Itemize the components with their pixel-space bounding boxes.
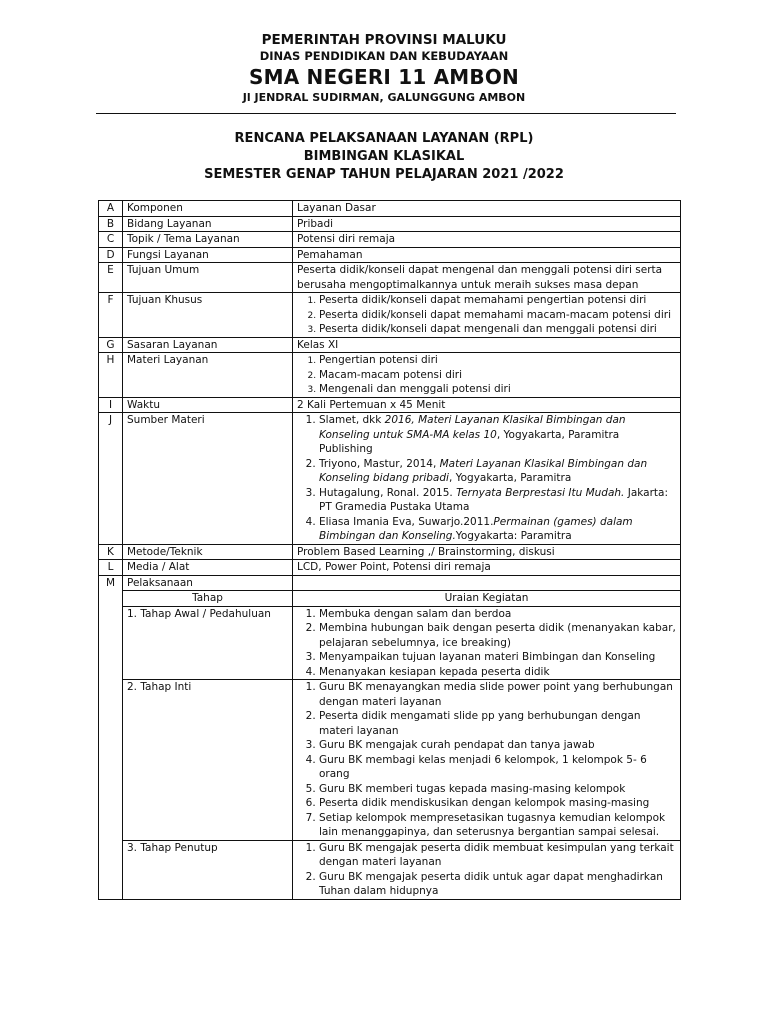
row-label: Topik / Tema Layanan xyxy=(123,232,293,248)
row-label: Bidang Layanan xyxy=(123,216,293,232)
material-list xyxy=(297,353,676,397)
list-item: 1. Membuka dengan salam dan berdoa xyxy=(319,607,676,622)
school-name: SMA NEGERI 11 AMBON xyxy=(249,65,519,89)
table-row xyxy=(99,575,681,591)
col-header-uraian: Uraian Kegiatan xyxy=(293,591,681,607)
table-row xyxy=(99,263,681,293)
row-value xyxy=(293,353,681,398)
list-item: 1. Peserta didik/konseli dapat memahami pengertian potensi diri xyxy=(319,293,676,308)
row-key: M xyxy=(99,575,123,899)
row-key: G xyxy=(99,337,123,353)
row-value xyxy=(293,575,681,591)
row-label: Materi Layanan xyxy=(123,353,293,398)
table-row xyxy=(99,397,681,413)
row-key: F xyxy=(99,293,123,338)
row-value: Potensi diri remaja xyxy=(293,232,681,248)
table-row xyxy=(99,247,681,263)
row-label: Sasaran Layanan xyxy=(123,337,293,353)
list-item: 3. Peserta didik/konseli dapat mengenali dan menggali potensi diri xyxy=(319,322,676,337)
row-label: Komponen xyxy=(123,201,293,217)
table-row xyxy=(99,544,681,560)
goals-list xyxy=(297,293,676,337)
activity-list xyxy=(297,680,676,840)
list-item: 2. Guru BK mengajak peserta didik untuk agar dapat menghadirkan Tuhan dalam hidupnya xyxy=(319,870,676,899)
rpl-table xyxy=(98,200,681,900)
row-key: D xyxy=(99,247,123,263)
list-item: 1. Pengertian potensi diri xyxy=(319,353,676,368)
table-row xyxy=(99,232,681,248)
row-key: E xyxy=(99,263,123,293)
stage-row xyxy=(99,840,681,899)
stage-row xyxy=(99,680,681,841)
list-item: 1. Guru BK menayangkan media slide power point yang berhubungan dengan materi layanan xyxy=(319,680,676,709)
doc-semester: SEMESTER GENAP TAHUN PELAJARAN 2021 /2022 xyxy=(204,167,564,182)
table-row xyxy=(99,353,681,398)
reference-item: 3. Hutagalung, Ronal. 2015. Ternyata Berprestasi Itu Mudah. Jakarta: PT Gramedia Pustaka Utama xyxy=(319,486,676,515)
row-key: H xyxy=(99,353,123,398)
reference-item: 2. Triyono, Mastur, 2014, Materi Layanan Klasikal Bimbingan dan Konseling bidang pribadi, Yogyakarta, Paramitra xyxy=(319,457,676,486)
row-value: Pribadi xyxy=(293,216,681,232)
row-key: I xyxy=(99,397,123,413)
list-item: 3. Menyampaikan tujuan layanan materi Bimbingan dan Konseling xyxy=(319,650,676,665)
col-header-tahap: Tahap xyxy=(123,591,293,607)
row-value xyxy=(293,413,681,545)
list-item: 4. Menanyakan kesiapan kepada peserta didik xyxy=(319,665,676,680)
list-item: 3. Mengenali dan menggali potensi diri xyxy=(319,382,676,397)
stage-header-row xyxy=(99,591,681,607)
list-item: 2. Peserta didik mengamati slide pp yang berhubungan dengan materi layanan xyxy=(319,709,676,738)
row-label: Waktu xyxy=(123,397,293,413)
row-value: Pemahaman xyxy=(293,247,681,263)
letterhead-divider xyxy=(96,113,676,114)
list-item: 5. Guru BK memberi tugas kepada masing-masing kelompok xyxy=(319,782,676,797)
row-label: Pelaksanaan xyxy=(123,575,293,591)
stage-row xyxy=(99,606,681,680)
table-row xyxy=(99,201,681,217)
activity-list xyxy=(297,841,676,899)
list-item: 2. Macam-macam potensi diri xyxy=(319,368,676,383)
list-item: 1. Guru BK mengajak peserta didik membuat kesimpulan yang terkait dengan materi layanan xyxy=(319,841,676,870)
doc-title: RENCANA PELAKSANAAN LAYANAN (RPL) xyxy=(234,131,534,146)
table-row xyxy=(99,293,681,338)
activity-list xyxy=(297,607,676,680)
stage-activities xyxy=(293,606,681,680)
row-label: Tujuan Khusus xyxy=(123,293,293,338)
row-value xyxy=(293,293,681,338)
row-key: L xyxy=(99,560,123,576)
stage-label: 1. Tahap Awal / Pedahuluan xyxy=(123,606,293,680)
list-item: 4. Guru BK membagi kelas menjadi 6 kelompok, 1 kelompok 5- 6 orang xyxy=(319,753,676,782)
row-value: 2 Kali Pertemuan x 45 Menit xyxy=(293,397,681,413)
references-list xyxy=(297,413,676,544)
row-label: Metode/Teknik xyxy=(123,544,293,560)
row-key: A xyxy=(99,201,123,217)
table-row xyxy=(99,337,681,353)
row-key: K xyxy=(99,544,123,560)
row-value: Problem Based Learning ,/ Brainstorming, diskusi xyxy=(293,544,681,560)
reference-item: 4. Eliasa Imania Eva, Suwarjo.2011.Permainan (games) dalam Bimbingan dan Konseling.Yogyakarta: Paramitra xyxy=(319,515,676,544)
row-value: Peserta didik/konseli dapat mengenal dan menggali potensi diri serta berusaha mengoptimalkannya untuk meraih sukses masa depan xyxy=(293,263,681,293)
table-row xyxy=(99,413,681,545)
list-item: 2. Membina hubungan baik dengan peserta didik (menanyakan kabar, pelajaran sebelumnya, ice breaking) xyxy=(319,621,676,650)
letterhead xyxy=(0,32,768,105)
row-value: LCD, Power Point, Potensi diri remaja xyxy=(293,560,681,576)
row-value: Layanan Dasar xyxy=(293,201,681,217)
list-item: 3. Guru BK mengajak curah pendapat dan tanya jawab xyxy=(319,738,676,753)
school-address: Jl JENDRAL SUDIRMAN, GALUNGGUNG AMBON xyxy=(242,91,526,104)
reference-item: 1. Slamet, dkk 2016, Materi Layanan Klasikal Bimbingan dan Konseling untuk SMA-MA kelas 10, Yogyakarta, Paramitra Publishing xyxy=(319,413,676,457)
doc-subtitle: BIMBINGAN KLASIKAL xyxy=(303,149,465,164)
row-key: B xyxy=(99,216,123,232)
row-key: J xyxy=(99,413,123,545)
row-label: Tujuan Umum xyxy=(123,263,293,293)
stage-activities xyxy=(293,680,681,841)
list-item: 2. Peserta didik/konseli dapat memahami macam-macam potensi diri xyxy=(319,308,676,323)
list-item: 7. Setiap kelompok mempresetasikan tugasnya kemudian kelompok lain menanggapinya, dan seterusnya bergantian sampai selesai. xyxy=(319,811,676,840)
row-label: Sumber Materi xyxy=(123,413,293,545)
stage-label: 2. Tahap Inti xyxy=(123,680,293,841)
table-row xyxy=(99,216,681,232)
document-titles xyxy=(0,130,768,184)
stage-activities xyxy=(293,840,681,899)
row-label: Media / Alat xyxy=(123,560,293,576)
list-item: 6. Peserta didik mendiskusikan dengan kelompok masing-masing xyxy=(319,796,676,811)
department-name: DINAS PENDIDIKAN DAN KEBUDAYAAN xyxy=(259,49,509,63)
row-value: Kelas XI xyxy=(293,337,681,353)
government-name: PEMERINTAH PROVINSI MALUKU xyxy=(261,32,507,48)
row-key: C xyxy=(99,232,123,248)
stage-label: 3. Tahap Penutup xyxy=(123,840,293,899)
row-label: Fungsi Layanan xyxy=(123,247,293,263)
table-row xyxy=(99,560,681,576)
